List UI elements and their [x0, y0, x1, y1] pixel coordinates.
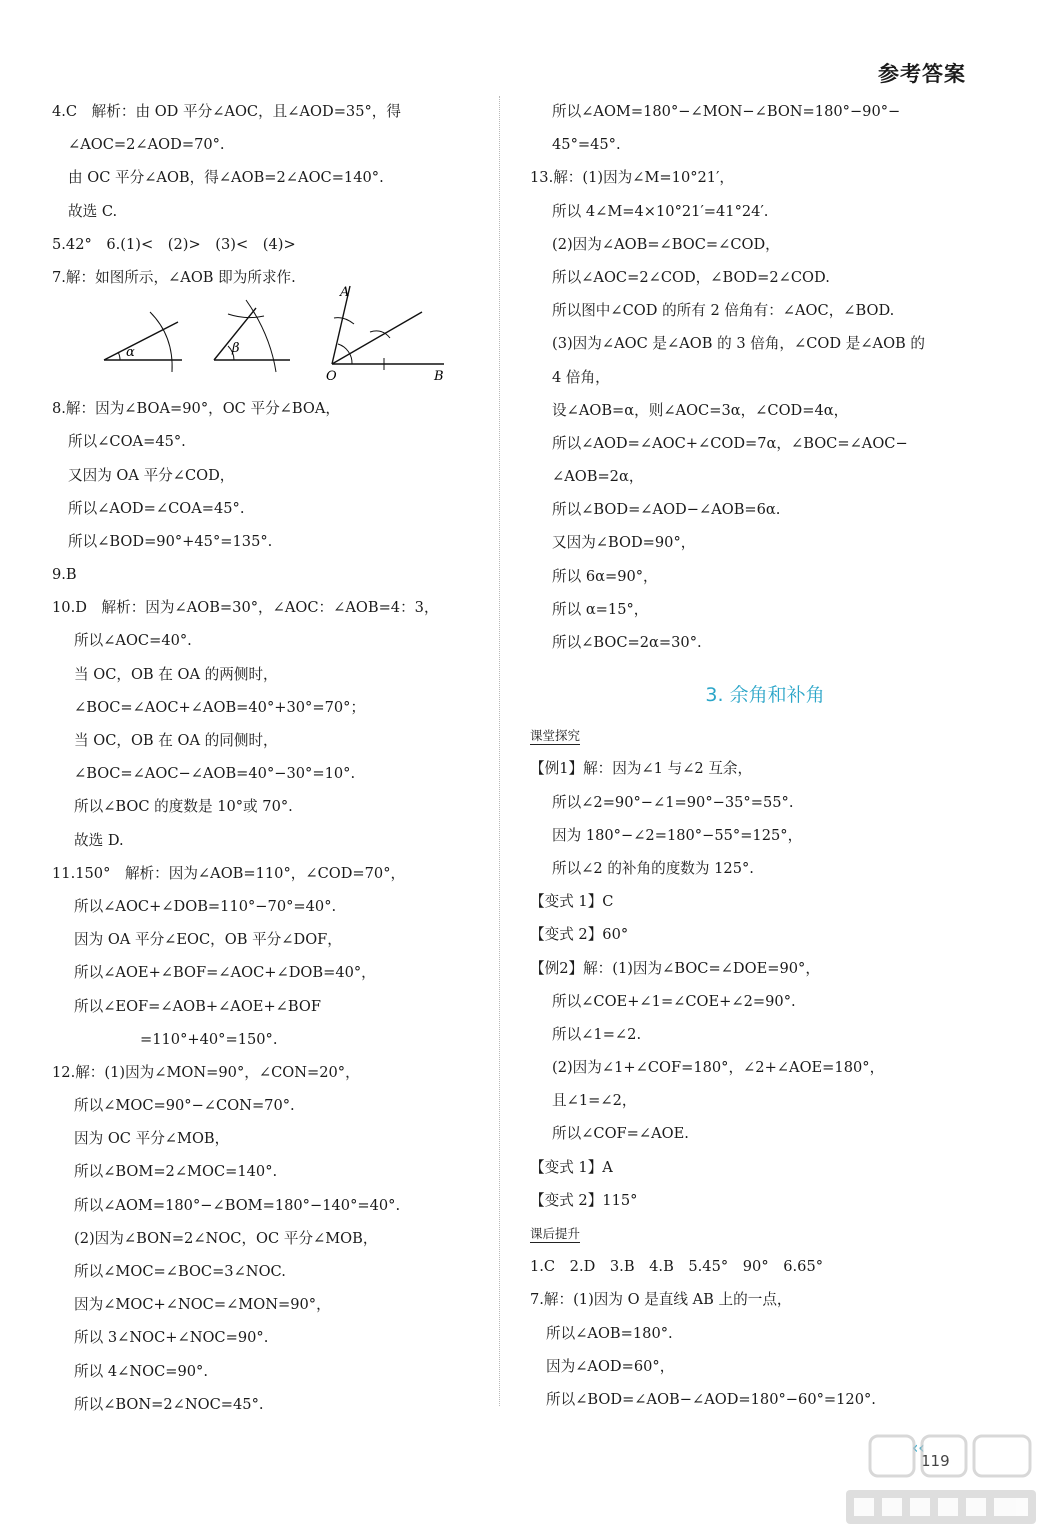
subsection-heading-text: 课堂探究 — [530, 728, 581, 744]
answer-line: 所以 6α=90°， — [552, 567, 658, 585]
answer-line: 所以∠COA=45°. — [68, 433, 186, 451]
answer-line: 【变式 1】A — [530, 1158, 613, 1176]
answer-line: ∠BOC=∠AOC−∠AOB=40°−30°=10°. — [74, 765, 356, 783]
answer-line: 因为 OC 平分∠MOB， — [74, 1130, 230, 1148]
answer-line: 【变式 1】C — [530, 893, 614, 911]
answer-line: 45°=45°. — [552, 136, 621, 154]
answer-line: 所以∠BOC 的度数是 10°或 70°. — [74, 798, 293, 816]
subsection-heading — [530, 1217, 980, 1250]
answer-line: (2)因为∠BON=2∠NOC，OC 平分∠MOB， — [74, 1229, 378, 1247]
subsection-heading-text: 课后提升 — [530, 1226, 581, 1241]
answer-line: 所以∠AOC=2∠COD，∠BOD=2∠COD. — [552, 268, 830, 286]
answer-line: 因为∠AOD=60°， — [546, 1357, 675, 1375]
answer-line: 13.解：(1)因为∠M=10°21′， — [530, 169, 734, 187]
answer-line: ∠AOC=2∠AOD=70°. — [68, 136, 225, 154]
answer-line: 所以∠COF=∠AOE. — [552, 1125, 689, 1143]
answer-line: 所以∠AOE+∠BOF=∠AOC+∠DOB=40°， — [74, 964, 376, 982]
answer-line: 1.C 2.D 3.B 4.B 5.45° 90° 6.65° — [530, 1258, 824, 1276]
answer-line: 所以∠COE+∠1=∠COE+∠2=90°. — [552, 992, 796, 1010]
answer-line: 所以∠2 的补角的度数为 125°. — [552, 859, 754, 877]
answer-line: 因为∠MOC+∠NOC=∠MON=90°， — [74, 1296, 331, 1314]
construction-figures — [52, 285, 492, 392]
answer-line: 又因为 OA 平分∠COD， — [68, 466, 235, 484]
answer-line: 所以∠AOC+∠DOB=110°−70°=40°. — [74, 897, 337, 915]
answer-line: 7.解：(1)因为 O 是直线 AB 上的一点， — [530, 1291, 792, 1309]
subsection-heading — [530, 719, 980, 752]
answer-line: 所以∠BOD=∠AOD−∠AOB=6α. — [552, 501, 781, 519]
answer-line: 所以∠AOC=40°. — [74, 632, 192, 650]
section-title: 3. 余角和补角 — [705, 684, 825, 707]
answer-line: 【例2】解：(1)因为∠BOC=∠DOE=90°， — [530, 959, 820, 977]
answer-line: 所以 4∠M=4×10°21′=41°24′. — [552, 202, 769, 220]
answer-line: 设∠AOB=α，则∠AOC=3α，∠COD=4α， — [552, 401, 849, 419]
answer-line: 所以∠AOB=180°. — [546, 1324, 673, 1342]
answer-line: 又因为∠BOD=90°， — [552, 534, 696, 552]
answer-line: 【例1】解：因为∠1 与∠2 互余， — [530, 760, 753, 778]
answer-line: 所以∠2=90°−∠1=90°−35°=55°. — [552, 793, 794, 811]
answer-line: 所以∠BOD=90°+45°=135°. — [68, 532, 273, 550]
answer-line: 11.150° 解析：因为∠AOB=110°，∠COD=70°， — [52, 864, 406, 882]
answer-line: 所以图中∠COD 的所有 2 倍角有：∠AOC，∠BOD. — [552, 302, 895, 320]
answer-line: 所以 4∠NOC=90°. — [74, 1362, 208, 1380]
answer-line: 因为 180°−∠2=180°−55°=125°， — [552, 826, 803, 844]
answer-line: 4 倍角， — [552, 368, 610, 386]
answer-line: 当 OC，OB 在 OA 的同侧时， — [74, 732, 278, 749]
answer-line: 且∠1=∠2， — [552, 1092, 637, 1110]
answer-line: (3)因为∠AOC 是∠AOB 的 3 倍角，∠COD 是∠AOB 的 — [552, 335, 926, 353]
beta-label: β — [232, 341, 240, 357]
page-header-title: 参考答案 — [878, 62, 966, 86]
constructed-angle-aob-figure — [324, 282, 454, 382]
left-column — [52, 95, 492, 1421]
point-o-label: O — [326, 369, 337, 383]
answer-line: 所以∠EOF=∠AOB+∠AOE+∠BOF — [74, 997, 321, 1015]
answer-line: 5.42° 6.(1)< (2)> (3)< (4)> — [52, 235, 296, 253]
answer-line: ∠AOB=2α， — [552, 468, 644, 486]
answer-line: 【变式 2】115° — [530, 1191, 638, 1209]
answer-line: 4.C 解析：由 OD 平分∠AOC，且∠AOD=35°，得 — [52, 103, 401, 120]
answer-line: 所以∠MOC=90°−∠CON=70°. — [74, 1097, 295, 1115]
answer-line: 当 OC，OB 在 OA 的两侧时， — [74, 665, 278, 683]
answer-line: 所以∠BON=2∠NOC=45°. — [74, 1395, 264, 1413]
angle-beta-figure — [208, 294, 308, 380]
watermark-logo — [836, 1430, 1044, 1534]
answer-line: 所以∠AOD=∠COA=45°. — [68, 499, 245, 517]
answer-line: 所以∠AOD=∠AOC+∠COD=7α，∠BOC=∠AOC− — [552, 434, 908, 452]
answer-line: (2)因为∠AOB=∠BOC=∠COD， — [552, 235, 780, 253]
answer-line: 10.D 解析：因为∠AOB=30°，∠AOC：∠AOB=4：3， — [52, 599, 439, 617]
page-chevron-icon: ‹‹ — [912, 1438, 925, 1457]
answer-line: 由 OC 平分∠AOB，得∠AOB=2∠AOC=140°. — [68, 169, 384, 187]
answer-line: (2)因为∠1+∠COF=180°，∠2+∠AOE=180°， — [552, 1059, 885, 1077]
page-number: 119 — [921, 1452, 950, 1470]
point-a-label: A — [340, 285, 350, 301]
answer-line: 所以∠BOD=∠AOB−∠AOD=180°−60°=120°. — [546, 1390, 876, 1408]
answer-line: 12.解：(1)因为∠MON=90°，∠CON=20°， — [52, 1063, 360, 1081]
answer-line: 9.B — [52, 566, 77, 584]
answer-line: ∠BOC=∠AOC+∠AOB=40°+30°=70°； — [74, 698, 366, 716]
answer-line: 所以 3∠NOC+∠NOC=90°. — [74, 1329, 269, 1347]
alpha-label: α — [126, 345, 135, 361]
answer-line: 故选 D. — [74, 831, 124, 849]
column-divider — [499, 96, 500, 1406]
answer-line: 因为 OA 平分∠EOC，OB 平分∠DOF， — [74, 931, 342, 949]
point-b-label: B — [434, 369, 444, 383]
answer-line: 8.解：因为∠BOA=90°，OC 平分∠BOA， — [52, 400, 340, 418]
answer-line: 所以∠BOC=2α=30°. — [552, 634, 702, 651]
answer-line: 所以∠AOM=180°−∠BOM=180°−140°=40°. — [74, 1196, 401, 1214]
answer-line: 所以∠AOM=180°−∠MON−∠BON=180°−90°− — [552, 103, 901, 120]
answer-line: 故选 C. — [68, 202, 118, 220]
right-column — [530, 95, 980, 1416]
answer-line: 所以∠1=∠2. — [552, 1025, 642, 1043]
answer-line: 所以 α=15°， — [552, 600, 649, 618]
answer-line: =110°+40°=150°. — [140, 1030, 278, 1048]
answer-line: 7.解：如图所示，∠AOB 即为所求作. — [52, 268, 296, 286]
answer-line: 所以∠MOC=∠BOC=3∠NOC. — [74, 1263, 286, 1280]
answer-line: 【变式 2】60° — [530, 926, 629, 944]
answer-line: 所以∠BOM=2∠MOC=140°. — [74, 1163, 278, 1181]
